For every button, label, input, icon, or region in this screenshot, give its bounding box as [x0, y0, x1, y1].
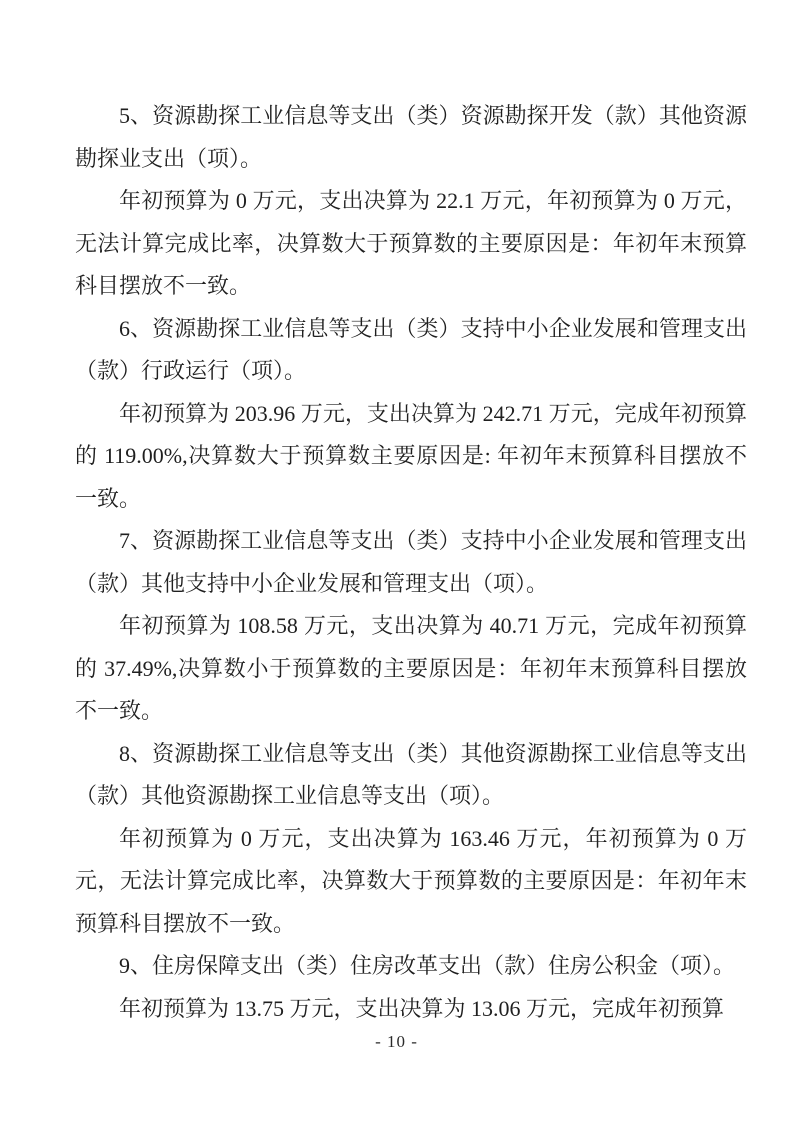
document-body-text	[75, 95, 747, 1030]
section-8-body: 年初预算为 0 万元，支出决算为 163.46 万元，年初预算为 0 万元，无法计算完成比率，决算数大于预算数的主要原因是：年初年末预算科目摆放不一致。	[75, 825, 747, 936]
section-9-body: 年初预算为 13.75 万元，支出决算为 13.06 万元，完成年初预算	[119, 995, 725, 1021]
section-8-heading: 8、资源勘探工业信息等支出（类）其他资源勘探工业信息等支出（款）其他资源勘探工业信息等支出（项）。	[75, 740, 747, 808]
section-7-heading: 7、资源勘探工业信息等支出（类）支持中小企业发展和管理支出（款）其他支持中小企业发展和管理支出（项）。	[75, 528, 747, 596]
section-5-heading: 5、资源勘探工业信息等支出（类）资源勘探开发（款）其他资源勘探业支出（项）。	[75, 103, 747, 171]
page-number: - 10 -	[375, 1032, 418, 1051]
section-6-body: 年初预算为 203.96 万元，支出决算为 242.71 万元，完成年初预算的 119.00%,决算数大于预算数主要原因是: 年初年末预算科目摆放不一致。	[75, 400, 747, 511]
section-5-body: 年初预算为 0 万元，支出决算为 22.1 万元，年初预算为 0 万元，无法计算完成比率，决算数大于预算数的主要原因是：年初年末预算科目摆放不一致。	[75, 188, 747, 298]
section-9-heading: 9、住房保障支出（类）住房改革支出（款）住房公积金（项）。	[119, 953, 736, 978]
section-7-body: 年初预算为 108.58 万元，支出决算为 40.71 万元，完成年初预算的 37.49%,决算数小于预算数的主要原因是：年初年末预算科目摆放不一致。	[75, 613, 748, 723]
section-6-heading: 6、资源勘探工业信息等支出（类）支持中小企业发展和管理支出（款）行政运行（项）。	[75, 315, 747, 383]
